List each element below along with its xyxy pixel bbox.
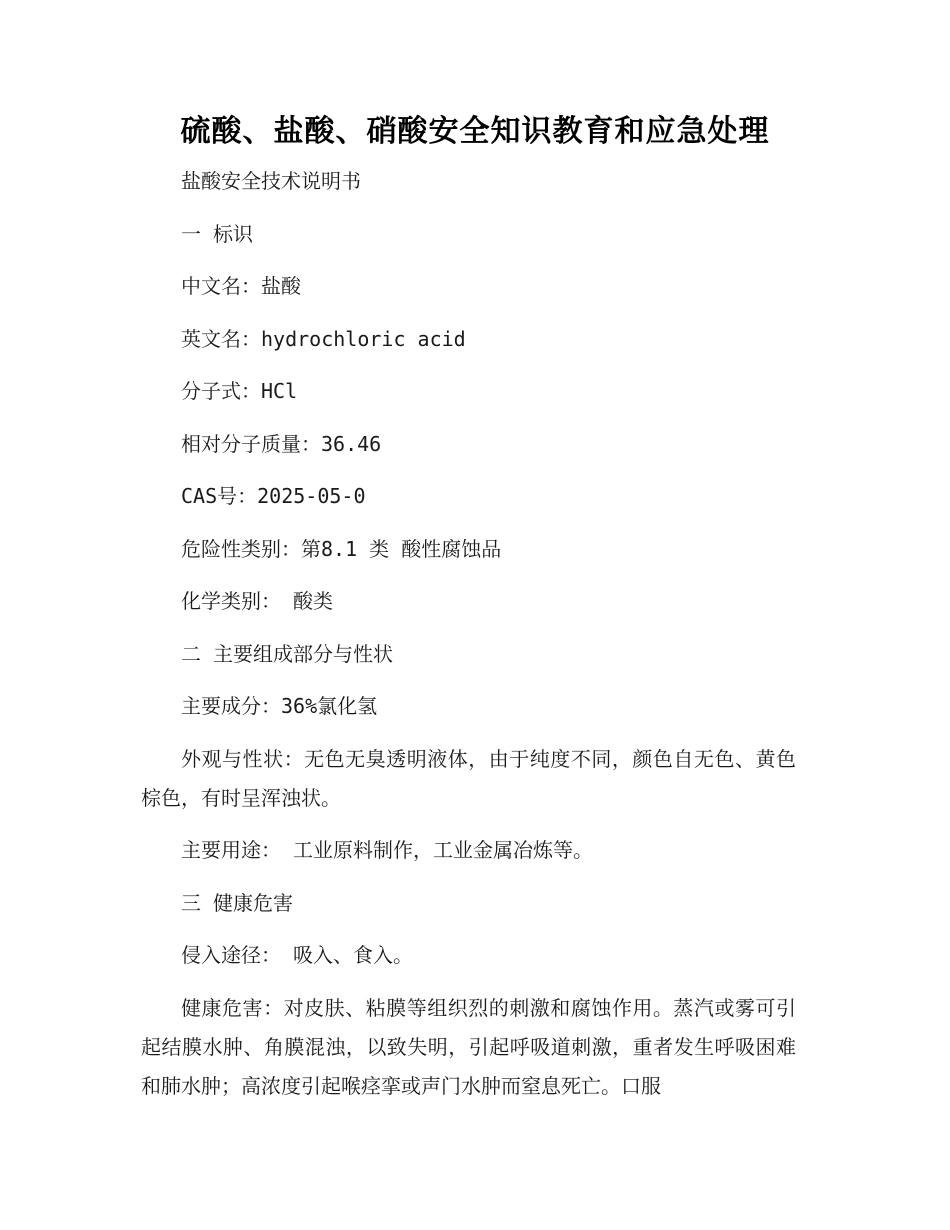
paragraph-hazard-class: 危险性类别：第8.1 类 酸性腐蚀品 bbox=[181, 536, 502, 561]
paragraph-usage: 主要用途： 工业原料制作，工业金属冶炼等。 bbox=[181, 838, 594, 862]
paragraph-health-hazard: 健康危害：对皮肤、粘膜等组织烈的刺激和腐蚀作用。蒸汽或雾可引起结膜水肿、角膜混浊，以致失明，引起呼吸道刺激，重者发生呼吸困难和肺水肿；高浓度引起喉痉挛或声门水肿而窒息死亡。口服 bbox=[141, 995, 796, 1098]
section-heading-composition: 二 主要组成部分与性状 bbox=[181, 641, 394, 666]
paragraph-subtitle: 盐酸安全技术说明书 bbox=[181, 169, 361, 193]
paragraph-exposure-route: 侵入途径： 吸入、食入。 bbox=[181, 943, 414, 967]
paragraph-english-name: 英文名：hydrochloric acid bbox=[181, 326, 466, 351]
paragraph-main-component: 主要成分：36%氯化氢 bbox=[181, 694, 378, 718]
document-title: 硫酸、盐酸、硝酸安全知识教育和应急处理 bbox=[180, 114, 770, 149]
section-heading-identification: 一 标识 bbox=[181, 221, 254, 246]
paragraph-chinese-name: 中文名：盐酸 bbox=[181, 274, 301, 298]
paragraph-appearance: 外观与性状：无色无臭透明液体，由于纯度不同，颜色自无色、黄色棕色，有时呈浑浊状。 bbox=[141, 746, 796, 810]
paragraph-cas-number: CAS号：2025-05-0 bbox=[181, 484, 366, 508]
paragraph-chemical-class: 化学类别： 酸类 bbox=[181, 589, 334, 613]
section-heading-health-hazard: 三 健康危害 bbox=[181, 890, 294, 915]
paragraph-molecular-mass: 相对分子质量：36.46 bbox=[181, 431, 382, 456]
paragraph-formula: 分子式：HCl bbox=[181, 379, 298, 403]
document-body bbox=[141, 162, 796, 1119]
